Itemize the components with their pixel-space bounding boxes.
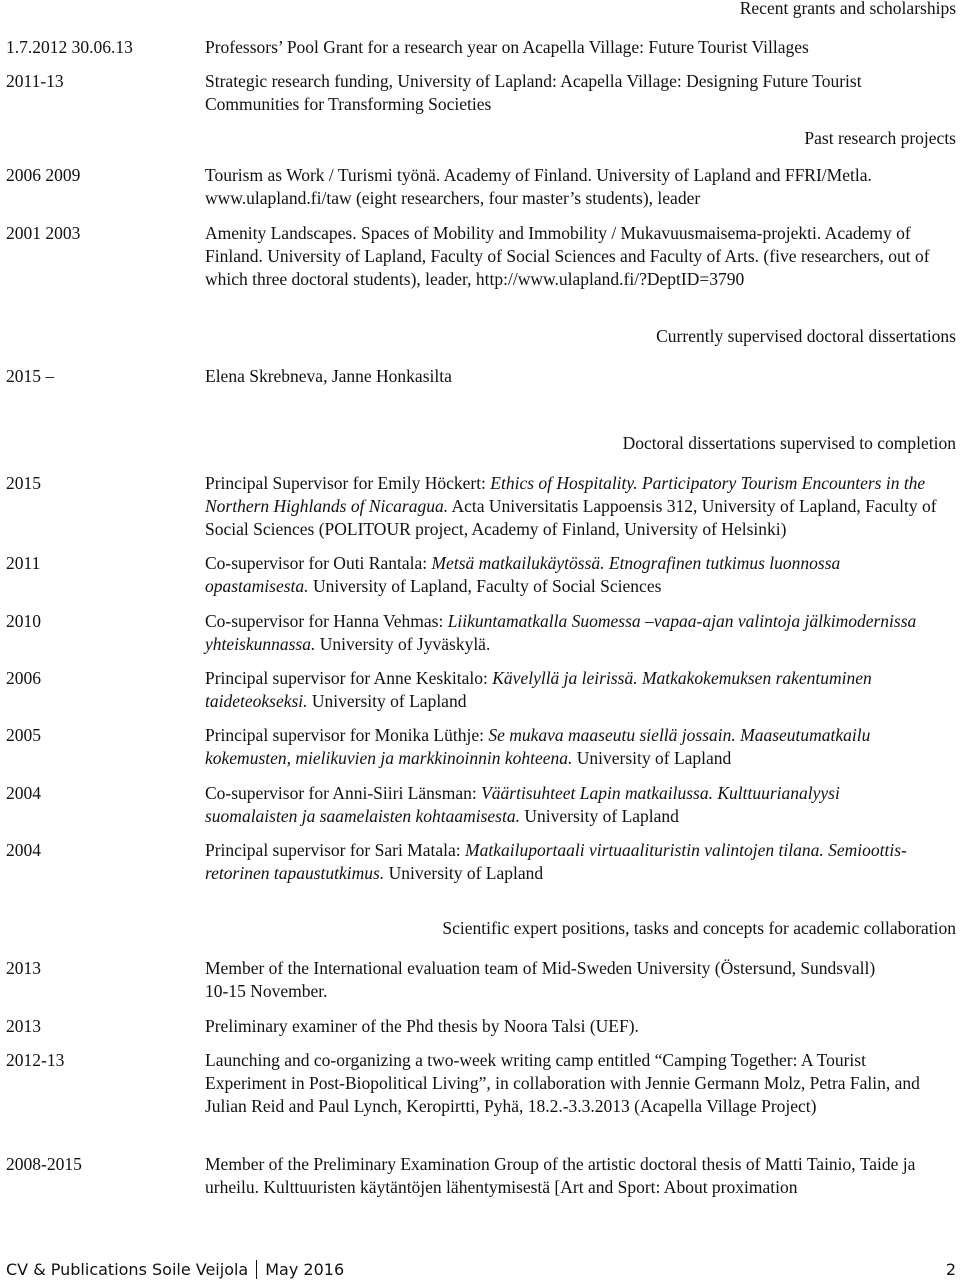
dissertation-title: Matkailuportaali virtuaalituristin valintojen tilana. Semioottis-retorinen tapaustutkimus. [205,840,907,883]
grant-text: Professors’ Pool Grant for a research year on Acapella Village: Future Tourist Villages [205,37,809,57]
page-footer [6,1260,344,1279]
page-number: 2 [945,1260,956,1279]
section-heading-expert-positions: Scientific expert positions, tasks and concepts for academic collaboration [442,918,956,938]
expert-date: 2008-2015 [6,1154,82,1174]
expert-text: Launching and co-organizing a two-week writing camp entitled “Camping Together: A Tourist Experiment in Post-Biopolitical Living”, in collaboration with Jennie Germann Molz, Petra Falin, and Julian Reid and Paul Lynch, Keropirtti, Pyhä, 18.2.-3.3.2013 (Acapella Village Project) [205,1050,920,1116]
section-heading-completed-supervision: Doctoral dissertations supervised to completion [622,433,956,453]
dissertation-supervisor: Principal Supervisor for Emily Höckert: [205,473,491,493]
footer-document-title: CV & Publications Soile Veijola [6,1260,249,1279]
dissertation-year: 2011 [6,553,41,573]
dissertation-supervisor: Principal supervisor for Anne Keskitalo: [205,668,493,688]
project-date: 2001 2003 [6,223,81,243]
dissertation-text [205,472,957,541]
expert-text: Preliminary examiner of the Phd thesis by Noora Talsi (UEF). [205,1016,639,1036]
project-date: 2006 2009 [6,165,81,185]
dissertation-supervisor: Co-supervisor for Outi Rantala: [205,553,432,573]
footer-divider [256,1260,257,1279]
grant-date: 1.7.2012 30.06.13 [6,37,133,57]
dissertation-publisher: University of Lapland [572,748,732,768]
dissertation-publisher: University of Jyväskylä. [315,634,491,654]
dissertation-title: Kävelyllä ja leirissä. Matkakokemuksen rakentuminen taideteokseksi. [205,668,872,711]
dissertation-publisher: University of Lapland [519,806,679,826]
dissertation-title: Ethics of Hospitality. Participatory Tourism Encounters in the Northern Highlands of Nicaragua. [205,473,926,516]
dissertation-title: Liikuntamatkalla Suomessa –vapaa-ajan valintoja jälkimodernissa yhteiskunnassa. [205,611,917,654]
dissertation-year: 2006 [6,668,41,688]
dissertation-year: 2005 [6,725,41,745]
project-text: Tourism as Work / Turismi työnä. Academy of Finland. University of Lapland and FFRI/Metla. www.ulapland.fi/taw (eight researchers, four master’s students), leader [205,165,872,208]
dissertation-text [205,610,957,656]
supervision-date: 2015 – [6,366,55,386]
dissertation-text [205,552,905,598]
dissertation-year: 2015 [6,473,41,493]
dissertation-text [205,839,935,885]
project-text: Amenity Landscapes. Spaces of Mobility and Immobility / Mukavuusmaisema-projekti. Academy of Finland. University of Lapland, Faculty of Social Sciences and Faculty of Arts. (five researchers, out of which three doctoral students), leader, http://www.ulapland.fi/?DeptID=3790 [205,223,930,289]
dissertation-year: 2004 [6,840,41,860]
dissertation-publisher: University of Lapland, Faculty of Social Sciences [308,576,662,596]
expert-date: 2013 [6,1016,41,1036]
expert-date: 2012-13 [6,1050,65,1070]
supervision-text: Elena Skrebneva, Janne Honkasilta [205,366,452,386]
grant-date: 2011-13 [6,71,64,91]
dissertation-publisher: University of Lapland [307,691,467,711]
grant-text: Strategic research funding, University of Lapland: Acapella Village: Designing Future Tourist Communities for Transforming Societies [205,71,862,114]
footer-date: May 2016 [265,1260,345,1279]
section-heading-current-supervision: Currently supervised doctoral dissertations [656,326,956,346]
dissertation-publisher: Acta Universitatis Lappoensis 312, University of Lapland, Faculty of Social Sciences (POLITOUR project, Academy of Finland, University of Helsinki) [205,496,937,539]
dissertation-title: Väärtisuhteet Lapin matkailussa. Kulttuurianalyysi suomalaisten ja saamelaisten kohtaamisesta. [205,783,840,826]
expert-text: Member of the International evaluation team of Mid-Sweden University (Östersund, Sundsvall) 10-15 November. [205,958,876,1001]
dissertation-text [205,667,915,713]
dissertation-text [205,724,915,770]
expert-date: 2013 [6,958,41,978]
dissertation-supervisor: Principal supervisor for Monika Lüthje: [205,725,489,745]
dissertation-publisher: University of Lapland [384,863,544,883]
dissertation-supervisor: Co-supervisor for Hanna Vehmas: [205,611,448,631]
dissertation-year: 2010 [6,611,41,631]
dissertation-text [205,782,895,828]
dissertation-supervisor: Principal supervisor for Sari Matala: [205,840,466,860]
dissertation-supervisor: Co-supervisor for Anni-Siiri Länsman: [205,783,482,803]
dissertation-title: Se mukava maaseutu siellä jossain. Maaseutumatkailu kokemusten, mielikuvien ja markkinoinnin kohteena. [205,725,871,768]
dissertation-year: 2004 [6,783,41,803]
section-heading-recent-grants: Recent grants and scholarships [739,0,956,18]
section-heading-past-projects: Past research projects [804,128,956,148]
expert-text: Member of the Preliminary Examination Group of the artistic doctoral thesis of Matti Tainio, Taide ja urheilu. Kulttuuristen käytäntöjen lähentymisestä [Art and Sport: About proximation [205,1154,916,1197]
dissertation-title: Metsä matkailukäytössä. Etnografinen tutkimus luonnossa opastamisesta. [205,553,841,596]
